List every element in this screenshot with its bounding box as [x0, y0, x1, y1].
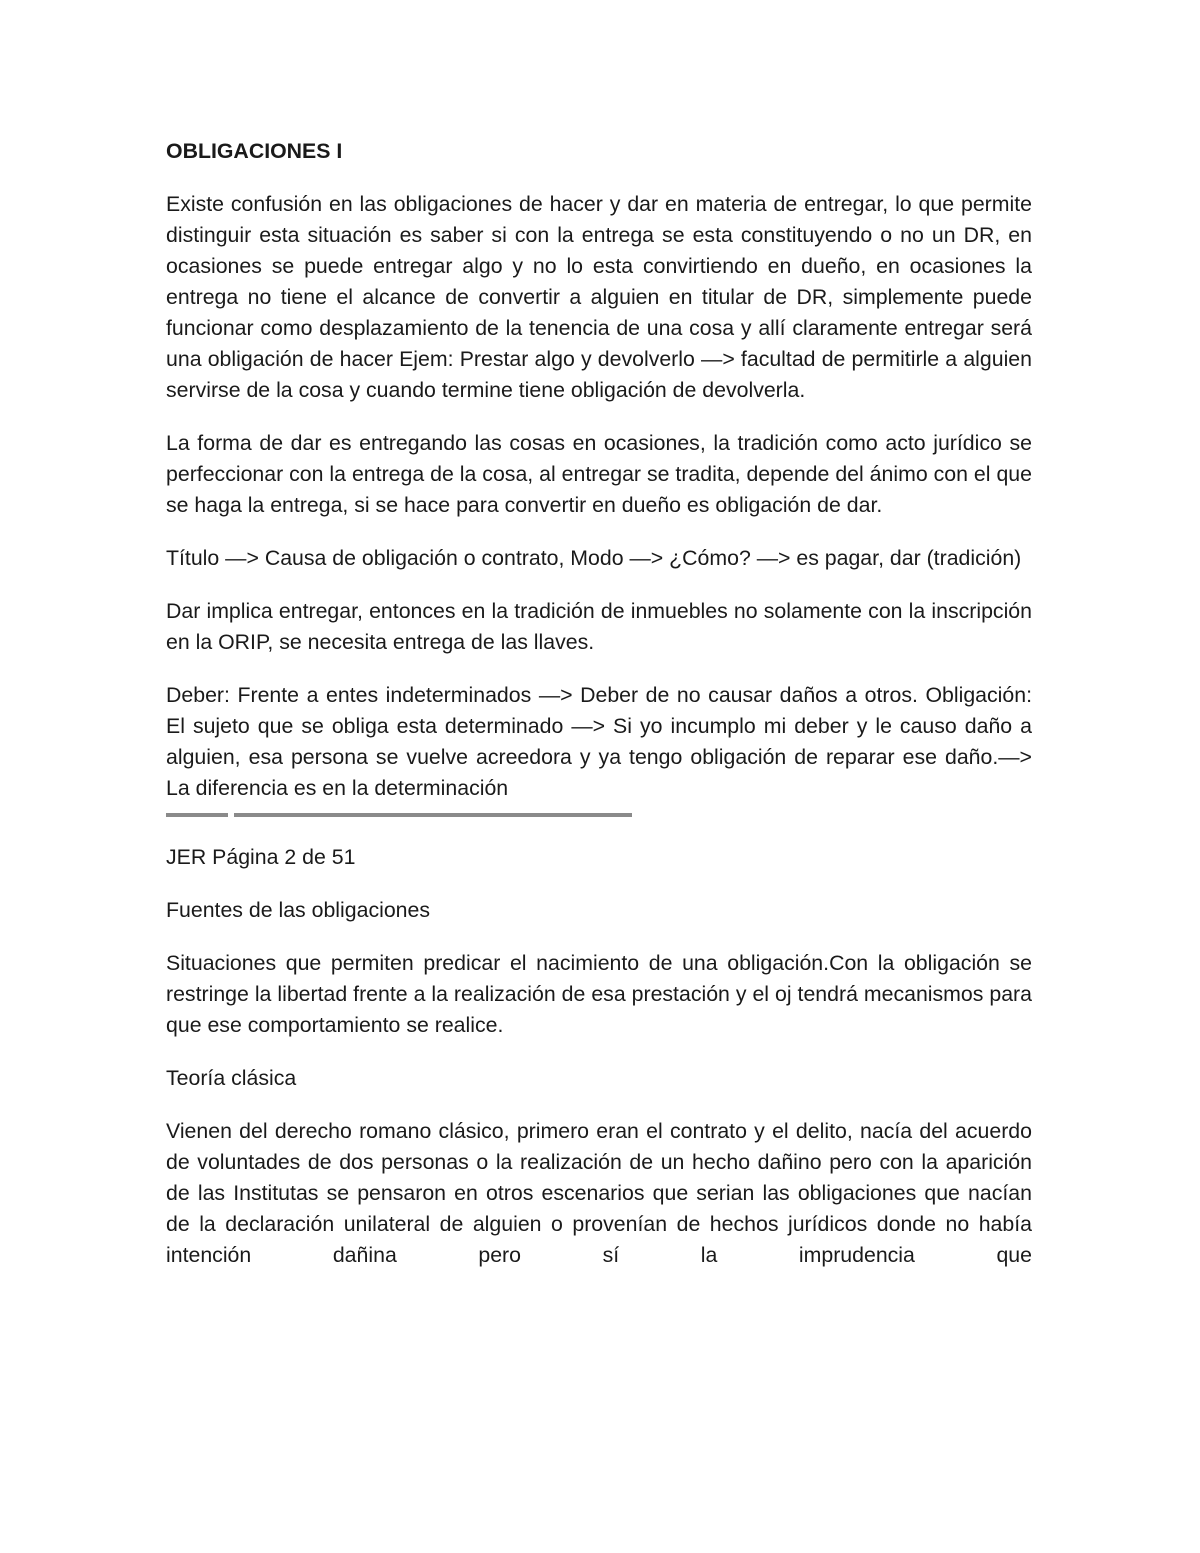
- divider-long-line: [234, 813, 632, 817]
- document-page: [166, 136, 1032, 1293]
- divider-short-line: [166, 813, 228, 817]
- paragraph-dar-implica: Dar implica entregar, entonces en la tradición de inmuebles no solamente con la inscripción en la ORIP, se necesita entrega de las llaves.: [166, 599, 1032, 654]
- paragraph-teoria-clasica: Vienen del derecho romano clásico, primero eran el contrato y el delito, nacía del acuerdo de voluntades de dos personas o la realización de un hecho dañino pero con la aparición de las Institutas se pensaron en otros escenarios que serian las obligaciones que nacían de la declaración unilateral de alguien o provenían de hechos jurídicos donde no había intención dañina pero sí la imprudencia que: [166, 1119, 1032, 1267]
- paragraph-forma-de-dar: La forma de dar es entregando las cosas en ocasiones, la tradición como acto jurídico se perfeccionar con la entrega de la cosa, al entregar se tradita, depende del ánimo con el que se haga la entrega, si se hace para convertir en dueño es obligación de dar.: [166, 431, 1032, 517]
- section-heading-teoria-clasica: Teoría clásica: [166, 1066, 297, 1090]
- paragraph-titulo-modo: Título —> Causa de obligación o contrato, Modo —> ¿Cómo? —> es pagar, dar (tradición): [166, 546, 1022, 570]
- paragraph-fuentes: Situaciones que permiten predicar el nacimiento de una obligación.Con la obligación se restringe la libertad frente a la realización de esa prestación y el oj tendrá mecanismos para que ese comportamiento se realice.: [166, 951, 1032, 1037]
- document-title: OBLIGACIONES I: [166, 139, 343, 163]
- paragraph-deber-obligacion: Deber: Frente a entes indeterminados —> Deber de no causar daños a otros. Obligación: El sujeto que se obliga esta determinado —> Si yo incumplo mi deber y le causo daño a alguien, esa persona se vuelve acreedora y ya tengo obligación de reparar ese daño.—> La diferencia es en la determinación: [166, 683, 1032, 800]
- page-footer-label: JER Página 2 de 51: [166, 845, 356, 869]
- paragraph-confusion: Existe confusión en las obligaciones de hacer y dar en materia de entregar, lo que permite distinguir esta situación es saber si con la entrega se esta constituyendo o no un DR, en ocasiones se puede entregar algo y no lo esta convirtiendo en dueño, en ocasiones la entrega no tiene el alcance de convertir a alguien en titular de DR, simplemente puede funcionar como desplazamiento de la tenencia de una cosa y allí claramente entregar será una obligación de hacer Ejem: Prestar algo y devolverlo —> facultad de permitirle a alguien servirse de la cosa y cuando termine tiene obligación de devolverla.: [166, 192, 1032, 402]
- section-heading-fuentes: Fuentes de las obligaciones: [166, 898, 431, 922]
- section-divider: [166, 812, 1032, 818]
